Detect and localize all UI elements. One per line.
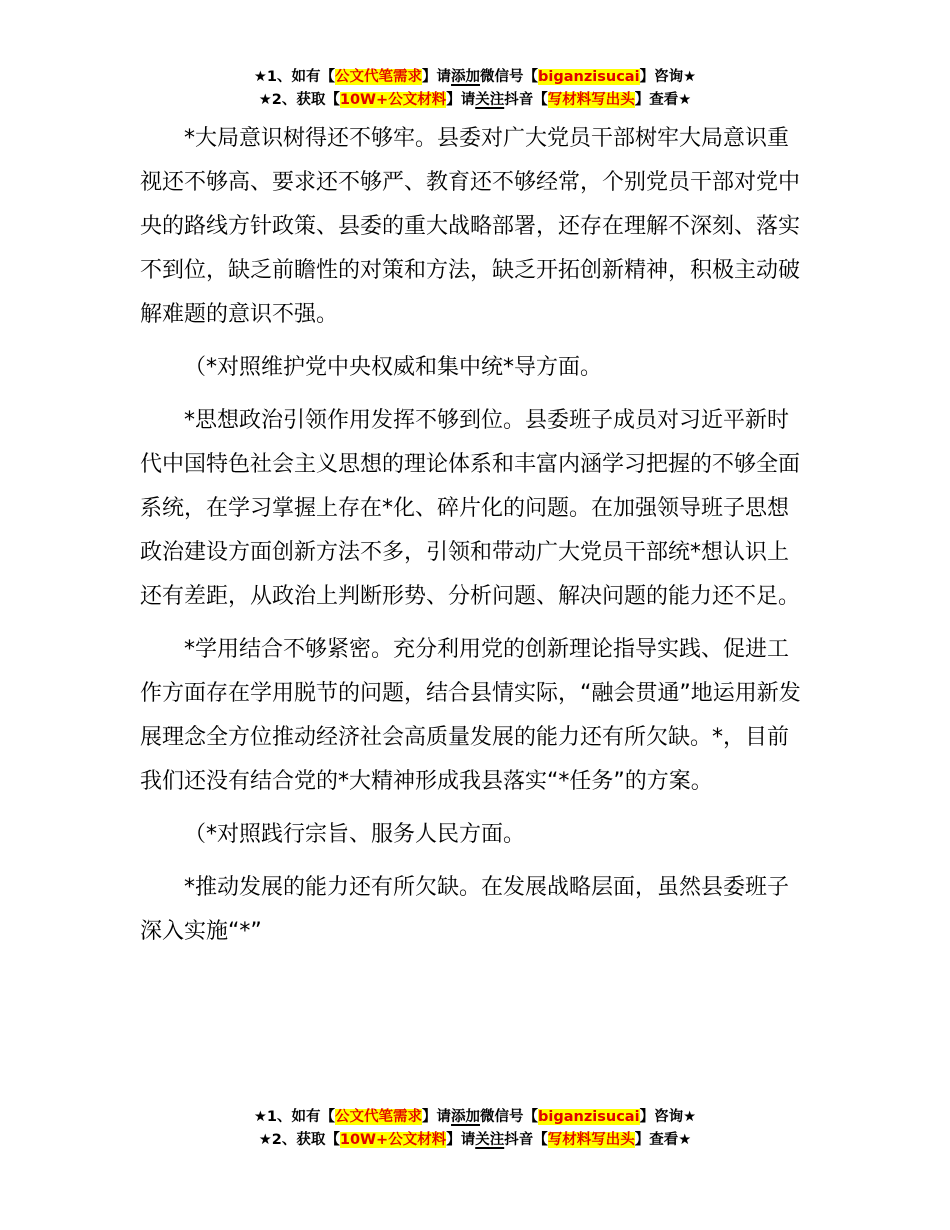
paragraph-3: *学用结合不够紧密。充分利用党的创新理论指导实践、促进工作方面存在学用脱节的问题，结合县情实际，“融会贯通”地运用新发展理念全方位推动经济社会高质量发展的能力还有所欠缺。*，目前我们还没有结合党的*大精神形成我县落实“*任务”的方案。 (140, 637, 801, 794)
star-icon: ★ (258, 92, 272, 108)
footer-line1-mid: 】请 (422, 1109, 452, 1125)
header-line2-suffix: 】查看★ (634, 92, 692, 108)
header-banner (0, 66, 950, 112)
footer-line2-highlight-materials: 10W+公文材料 (339, 1132, 447, 1148)
footer-line2-highlight-douyin: 写材料写出头 (547, 1132, 635, 1148)
header-line1-highlight-service: 公文代笔需求 (335, 69, 423, 85)
footer-line1-mid2: 微信号【 (480, 1109, 539, 1125)
section-heading-2: （*对照践行宗旨、服务人民方面。 (184, 822, 526, 847)
footer-line1-suffix: 】咨询★ (639, 1109, 697, 1125)
star-icon: ★ (253, 69, 267, 85)
paragraph-4: *推动发展的能力还有所欠缺。在发展战略层面，虽然县委班子深入实施“*” (140, 875, 790, 944)
footer-line2-mid: 】请 (446, 1132, 476, 1148)
header-banner-line-1 (0, 66, 950, 89)
footer-line1-emphasis: 添加 (451, 1109, 481, 1125)
footer-line1-highlight-service: 公文代笔需求 (335, 1109, 423, 1125)
header-banner-line-2 (0, 89, 950, 112)
paragraph-2: *思想政治引领作用发挥不够到位。县委班子成员对习近平新时代中国特色社会主义思想的理论体系和丰富内涵学习把握的不够全面系统，在学习掌握上存在*化、碎片化的问题。在加强领导班子思想政治建设方面创新方法不多，引领和带动广大党员干部统*想认识上还有差距，从政治上判断形势、分析问题、解决问题的能力还不足。 (140, 408, 801, 609)
footer-banner-line-2 (0, 1129, 950, 1152)
footer-line2-emphasis: 关注 (475, 1132, 505, 1148)
footer-banner (0, 1106, 950, 1152)
section-heading-1: （*对照维护党中央权威和集中统*导方面。 (184, 355, 603, 380)
footer-line1-highlight-wechat: biganzisucai (538, 1109, 640, 1125)
footer-line2-mid2: 抖音【 (504, 1132, 548, 1148)
header-line1-mid2: 微信号【 (480, 69, 539, 85)
header-line1-suffix: 】咨询★ (639, 69, 697, 85)
star-icon: ★ (258, 1132, 272, 1148)
footer-line1-prefix: 1、如有【 (266, 1109, 336, 1125)
header-line2-mid: 】请 (446, 92, 476, 108)
header-line1-highlight-wechat: biganzisucai (538, 69, 640, 85)
header-line2-highlight-douyin: 写材料写出头 (547, 92, 635, 108)
star-icon: ★ (253, 1109, 267, 1125)
footer-banner-line-1 (0, 1106, 950, 1129)
header-line2-mid2: 抖音【 (504, 92, 548, 108)
header-line2-prefix: 2、获取【 (271, 92, 340, 108)
footer-line2-prefix: 2、获取【 (271, 1132, 340, 1148)
document-body (140, 117, 810, 963)
header-line2-emphasis: 关注 (475, 92, 505, 108)
header-line1-mid: 】请 (422, 69, 452, 85)
footer-line2-suffix: 】查看★ (634, 1132, 692, 1148)
header-line1-prefix: 1、如有【 (266, 69, 336, 85)
header-line2-highlight-materials: 10W+公文材料 (339, 92, 447, 108)
header-line1-emphasis: 添加 (451, 69, 481, 85)
paragraph-1: *大局意识树得还不够牢。县委对广大党员干部树牢大局意识重视还不够高、要求还不够严、教育还不够经常，个别党员干部对党中央的路线方针政策、县委的重大战略部署，还存在理解不深刻、落实不到位，缺乏前瞻性的对策和方法，缺乏开拓创新精神，积极主动破解难题的意识不强。 (140, 126, 801, 327)
